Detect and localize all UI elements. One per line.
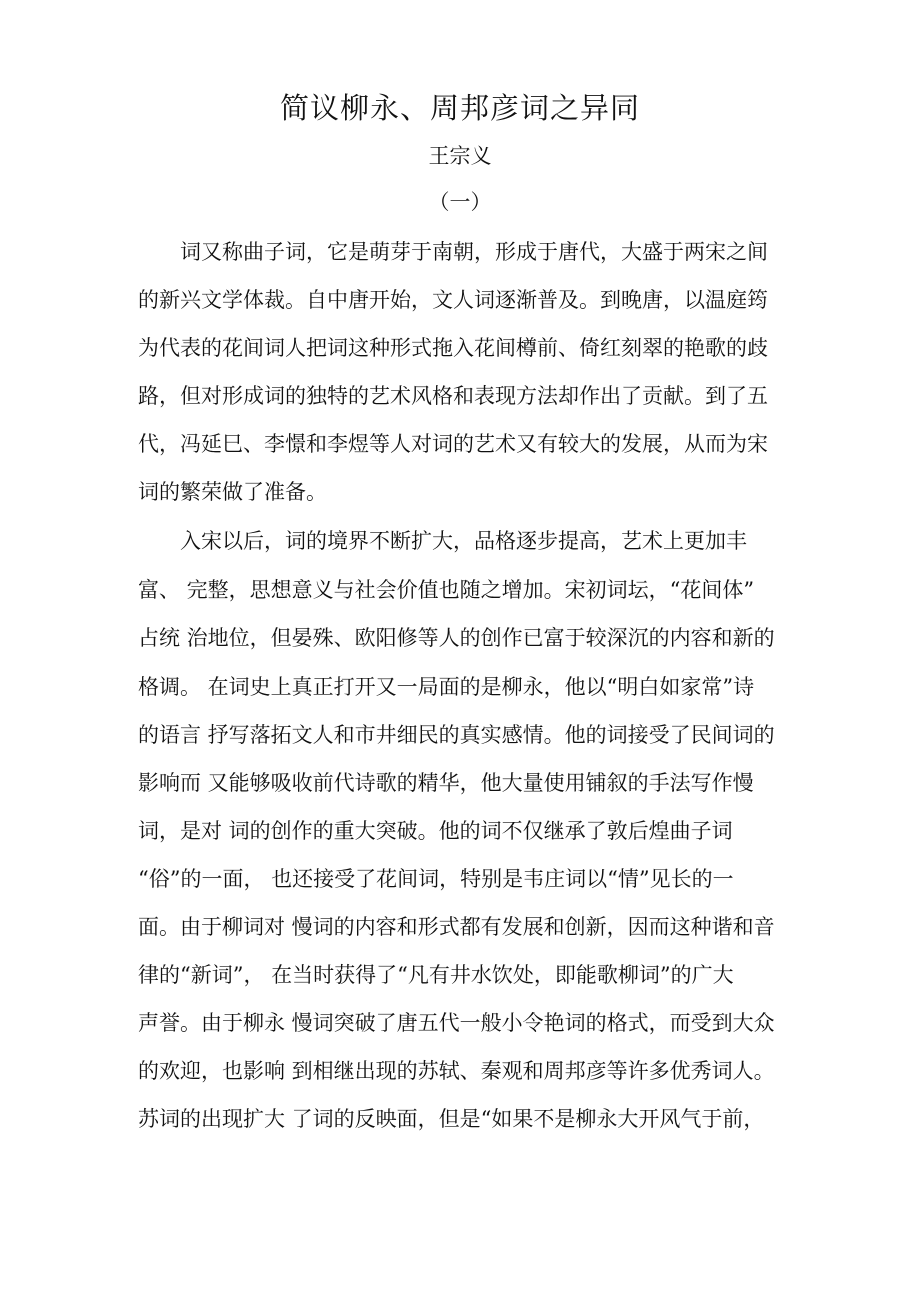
paragraph-2-line-10: 律的“新词”， 在当时获得了“凡有井水饮处，即能歌柳词”的广大: [138, 963, 734, 987]
paragraph-2-line-13: 苏词的出现扩大 了词的反映面，但是“如果不是柳永大开风气于前，: [138, 1107, 765, 1131]
paragraph-2-line-4: 格调。 在词史上真正打开又一局面的是柳永，他以“明白如家常”诗: [138, 675, 755, 699]
paragraph-1-line-1: 词又称曲子词，它是萌芽于南朝，形成于唐代，大盛于两宋之间: [180, 240, 768, 264]
document-title: 简议柳永、周邦彦词之异同: [279, 91, 640, 125]
section-heading: （一）: [428, 190, 492, 214]
author-name: 王宗义: [428, 144, 492, 168]
paragraph-2-line-3: 占统 治地位，但晏殊、欧阳修等人的创作已富于较深沉的内容和新的: [138, 626, 775, 650]
paragraph-1-line-2: 的新兴文学体裁。自中唐开始，文人词逐渐普及。到晚唐，以温庭筠: [138, 288, 768, 312]
paragraph-1-line-5: 代，冯延巳、李憬和李煜等人对词的艺术又有较大的发展，从而为宋: [138, 432, 768, 456]
paragraph-1-line-6: 词的繁荣做了准备。: [138, 480, 327, 504]
paragraph-1-line-4: 路，但对形成词的独特的艺术风格和表现方法却作出了贡献。到了五: [138, 384, 768, 408]
paragraph-2-line-1: 入宋以后，词的境界不断扩大，品格逐步提高，艺术上更加丰: [180, 529, 747, 553]
paragraph-2-line-11: 声誉。由于柳永 慢词突破了唐五代一般小令艳词的格式，而受到大众: [138, 1011, 775, 1035]
paragraph-2-line-7: 词，是对 词的创作的重大突破。他的词不仅继承了敦后煌曲子词: [138, 819, 733, 843]
paragraph-1-line-3: 为代表的花间词人把词这种形式拖入花间樽前、倚红刻翠的艳歌的歧: [138, 336, 768, 360]
paragraph-2-line-2: 富、 完整，思想意义与社会价值也随之增加。宋初词坛，“花间体”: [138, 578, 755, 602]
paragraph-2-line-8: “俗”的一面， 也还接受了花间词，特别是韦庄词以“情”见长的一: [138, 867, 734, 891]
paragraph-2-line-5: 的语言 抒写落拓文人和市井细民的真实感情。他的词接受了民间词的: [138, 723, 775, 747]
paragraph-2-line-9: 面。由于柳词对 慢词的内容和形式都有发展和创新，因而这种谐和音: [138, 915, 775, 939]
paragraph-2-line-12: 的欢迎，也影响 到相继出现的苏轼、秦观和周邦彦等许多优秀词人。: [138, 1059, 775, 1083]
paragraph-2-line-6: 影响而 又能够吸收前代诗歌的精华，他大量使用铺叙的手法写作慢: [138, 771, 754, 795]
